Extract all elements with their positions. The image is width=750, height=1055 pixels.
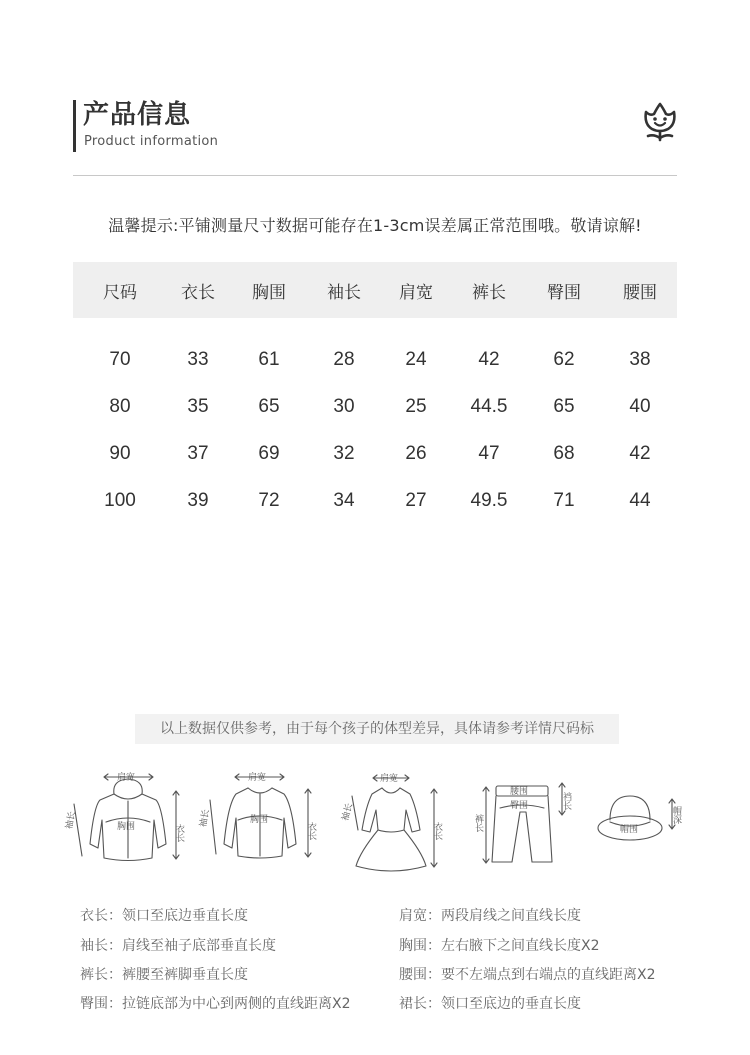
header-shoulder: 肩宽	[399, 282, 433, 303]
smiling-flower-icon	[640, 100, 680, 142]
shoulder-label: 肩宽	[248, 773, 267, 783]
table-cell: 65	[553, 395, 575, 417]
table-cell: 80	[109, 395, 131, 417]
waist-label: 腰围	[510, 787, 529, 797]
table-header-row	[73, 262, 677, 318]
section-subtitle: Product information	[84, 134, 219, 149]
size-table	[73, 262, 677, 524]
table-row	[73, 430, 677, 477]
definition-item: 衣长：领口至底边垂直长度	[80, 908, 248, 924]
hat-circumference-label: 帽围	[620, 825, 639, 835]
hat-icon	[596, 766, 686, 876]
table-cell: 44.5	[470, 395, 508, 417]
header-hip: 臀围	[547, 282, 581, 303]
table-row	[73, 477, 677, 524]
definition-item: 裤长：裤腰至裤脚垂直长度	[80, 967, 248, 983]
hat-depth-label: 帽深	[671, 806, 681, 824]
section-title: 产品信息	[83, 100, 192, 130]
hat-diagram	[596, 766, 686, 880]
dress-icon	[340, 766, 470, 876]
table-cell: 70	[109, 348, 131, 370]
table-cell: 35	[187, 395, 209, 417]
table-cell: 24	[405, 348, 427, 370]
header-sleeve: 袖长	[327, 282, 361, 303]
header-accent-bar	[73, 100, 76, 152]
pants-diagram	[473, 766, 582, 880]
length-label: 衣长	[432, 822, 442, 840]
table-cell: 27	[405, 489, 427, 511]
table-cell: 61	[258, 348, 280, 370]
table-cell: 47	[478, 442, 500, 464]
table-row	[73, 336, 677, 383]
table-cell: 25	[405, 395, 427, 417]
table-cell: 40	[629, 395, 651, 417]
length-label: 衣长	[174, 824, 184, 842]
definition-item: 裙长：领口至底边的垂直长度	[399, 996, 581, 1012]
table-cell: 28	[333, 348, 355, 370]
table-cell: 44	[629, 489, 651, 511]
table-body	[73, 318, 677, 524]
hooded-jacket-icon	[64, 766, 192, 876]
rise-label: 裆长	[561, 792, 571, 810]
round-neck-jacket-diagram	[198, 766, 332, 880]
sleeve-label: 袖长	[198, 808, 212, 829]
header-divider	[73, 175, 677, 176]
length-label: 衣长	[306, 822, 316, 840]
table-cell: 65	[258, 395, 280, 417]
table-cell: 90	[109, 442, 131, 464]
hooded-jacket-diagram	[64, 766, 192, 880]
table-cell: 34	[333, 489, 355, 511]
round-neck-jacket-icon	[198, 766, 332, 876]
header-chest: 胸围	[252, 282, 286, 303]
chest-label: 胸围	[117, 822, 136, 832]
table-cell: 72	[258, 489, 280, 511]
table-cell: 26	[405, 442, 427, 464]
table-cell: 32	[333, 442, 355, 464]
shoulder-label: 肩宽	[380, 774, 399, 784]
definition-item: 肩宽：两段肩线之间直线长度	[399, 908, 581, 924]
header-waist: 腰围	[623, 282, 657, 303]
shoulder-label: 肩宽	[117, 773, 136, 783]
pants-length-label: 裤长	[473, 814, 483, 832]
section-header	[73, 98, 677, 154]
measurement-diagrams	[64, 766, 682, 878]
table-cell: 30	[333, 395, 355, 417]
table-cell: 69	[258, 442, 280, 464]
header-pants-length: 裤长	[472, 282, 506, 303]
table-cell: 49.5	[470, 489, 508, 511]
definition-item: 袖长：肩线至袖子底部垂直长度	[80, 938, 276, 954]
table-cell: 38	[629, 348, 651, 370]
definition-item: 腰围：要不左端点到右端点的直线距离X2	[399, 967, 656, 983]
table-cell: 71	[553, 489, 575, 511]
table-cell: 68	[553, 442, 575, 464]
measurement-tip: 温馨提示:平铺测量尺寸数据可能存在1-3cm误差属正常范围哦。敬请谅解!	[108, 216, 642, 235]
table-cell: 33	[187, 348, 209, 370]
chest-label: 胸围	[250, 815, 269, 825]
hip-label: 臀围	[510, 801, 529, 811]
table-cell: 42	[629, 442, 651, 464]
sleeve-label: 袖长	[64, 810, 78, 831]
sleeve-label: 袖长	[340, 802, 356, 823]
table-cell: 37	[187, 442, 209, 464]
table-cell: 42	[478, 348, 500, 370]
reference-notice: 以上数据仅供参考，由于每个孩子的体型差异，具体请参考详情尺码标	[135, 714, 619, 744]
header-length: 衣长	[181, 282, 215, 303]
table-cell: 100	[104, 489, 136, 511]
dress-diagram	[340, 766, 470, 880]
table-cell: 62	[553, 348, 575, 370]
definition-item: 臀围：拉链底部为中心到两侧的直线距离X2	[80, 996, 351, 1012]
header-size: 尺码	[103, 282, 137, 303]
definition-item: 胸围：左右腋下之间直线长度X2	[399, 938, 600, 954]
pants-icon	[473, 766, 582, 876]
table-row	[73, 383, 677, 430]
table-cell: 39	[187, 489, 209, 511]
